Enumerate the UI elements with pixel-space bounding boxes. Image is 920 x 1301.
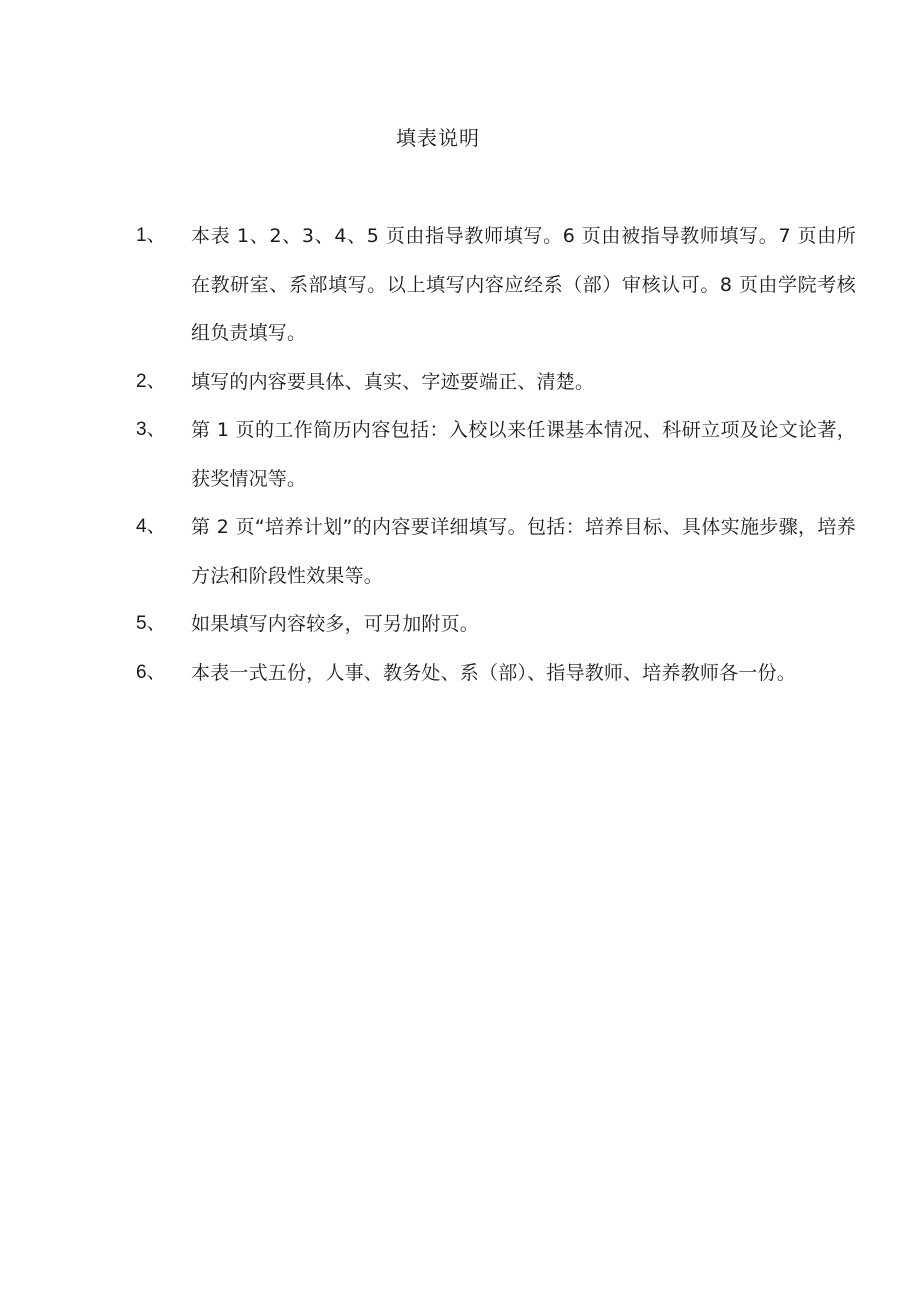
instruction-item-6 — [136, 649, 856, 698]
instruction-item-1 — [136, 212, 856, 358]
instruction-number: 5、 — [136, 613, 166, 634]
instruction-list — [136, 212, 856, 697]
instruction-text: 如果填写内容较多，可另加附页。 — [191, 613, 480, 635]
instruction-item-4 — [136, 503, 856, 600]
instruction-text: 第 1 页的工作简历内容包括：入校以来任课基本情况、科研立项及论文论著，获奖情况等。 — [191, 419, 856, 490]
instruction-item-2 — [136, 358, 856, 407]
instruction-text: 本表一式五份，人事、教务处、系（部）、指导教师、培养教师各一份。 — [191, 661, 796, 684]
instruction-item-5 — [136, 600, 856, 649]
document-title: 填表说明 — [396, 126, 480, 150]
instruction-number: 2、 — [136, 370, 166, 392]
instruction-number: 3、 — [136, 419, 166, 440]
instruction-text: 本表 1、2、3、4、5 页由指导教师填写。6 页由被指导教师填写。7 页由所在教研室、系部填写。以上填写内容应经系（部）审核认可。8 页由学院考核组负责填写。 — [191, 225, 856, 344]
instruction-item-3 — [136, 406, 856, 503]
instruction-number: 6、 — [136, 661, 166, 683]
instruction-text: 第 2 页“培养计划”的内容要详细填写。包括：培养目标、具体实施步骤，培养方法和阶段性效果等。 — [191, 516, 856, 587]
instruction-text: 填写的内容要具体、真实、字迹要端正、清楚。 — [191, 370, 595, 393]
instruction-number: 4、 — [136, 516, 166, 537]
instruction-number: 1、 — [136, 225, 166, 246]
